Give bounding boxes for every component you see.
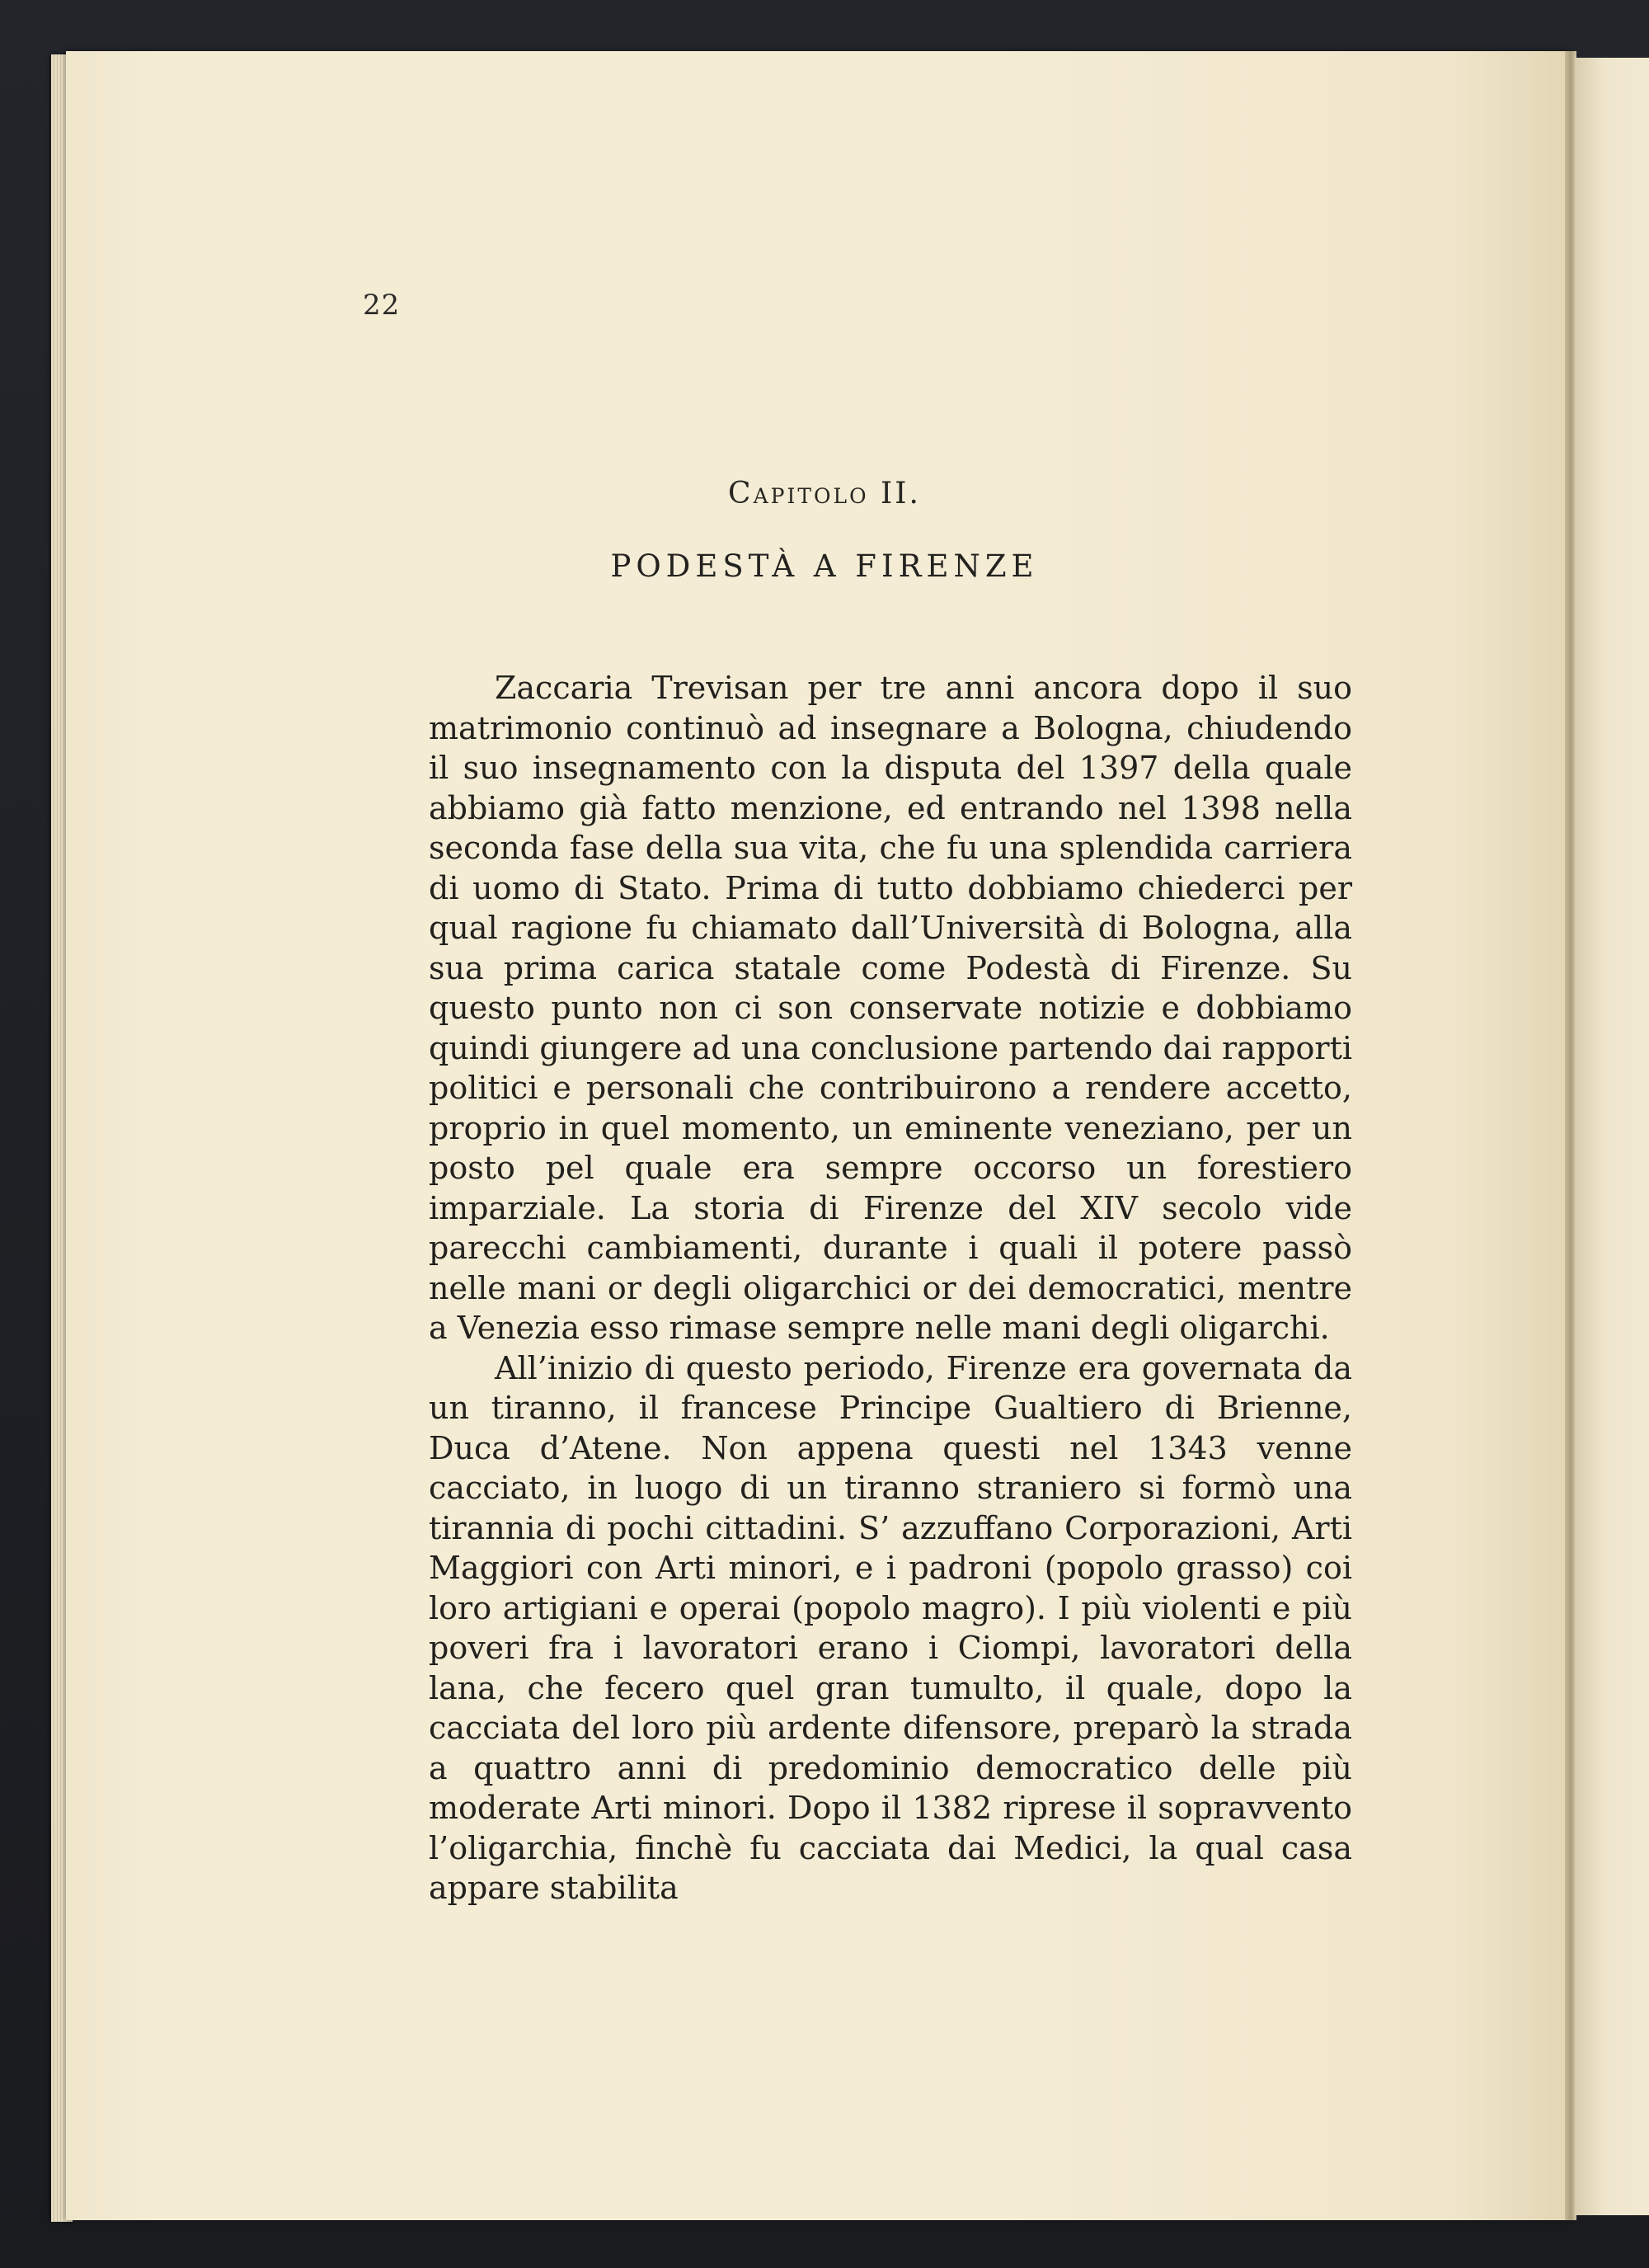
body-text	[429, 668, 1352, 1908]
paragraph-2: All’inizio di questo periodo, Firenze era governata da un tiranno, il francese Principe Gualtiero di Brienne, Duca d’Atene. Non appena questi nel 1343 venne cacciato, in luogo di un tiranno straniero si formò una tirannia di pochi cittadini. S’ azzuffano Corporazioni, Arti Maggiori con Arti minori, e i padroni (popolo grasso) coi loro artigiani e operai (popolo magro). I più violenti e più poveri fra i lavoratori erano i Ciompi, lavoratori della lana, che fecero quel gran tumulto, il quale, dopo la cacciata del loro più ardente difensore, preparò la strada a quattro anni di predominio democratico delle più moderate Arti minori. Dopo il 1382 riprese il sopravvento l’oligarchia, finchè fu cacciata dai Medici, la qual casa appare stabilita	[429, 1349, 1352, 1906]
chapter-label: Capitolo II.	[728, 477, 921, 511]
chapter-title: PODESTÀ A FIRENZE	[610, 548, 1039, 584]
paragraph-1: Zaccaria Trevisan per tre anni ancora dopo il suo matrimonio continuò ad insegnare a Bologna, chiudendo il suo insegnamento con la disputa del 1397 della quale abbiamo già fatto menzione, ed entrando nel 1398 nella seconda fase della sua vita, che fu una splendida carriera di uomo di Stato. Prima di tutto dobbiamo chiederci per qual ragione fu chiamato dall’Università di Bologna, alla sua prima carica statale come Podestà di Firenze. Su questo punto non ci son conservate notizie e dobbiamo quindi giungere ad una conclusione partendo dai rapporti politici e personali che contribuirono a rendere accetto, proprio in quel momento, un eminente veneziano, per un posto pel quale era sempre occorso un forestiero imparziale. La storia di Firenze del XIV secolo vide parecchi cambiamenti, durante i quali il potere passò nelle mani or degli oligarchici or dei democratici, mentre a Venezia esso rimase sempre nelle mani degli oligarchi.	[429, 670, 1352, 1346]
page-number: 22	[363, 289, 401, 322]
facing-page-edge	[1575, 58, 1649, 2215]
